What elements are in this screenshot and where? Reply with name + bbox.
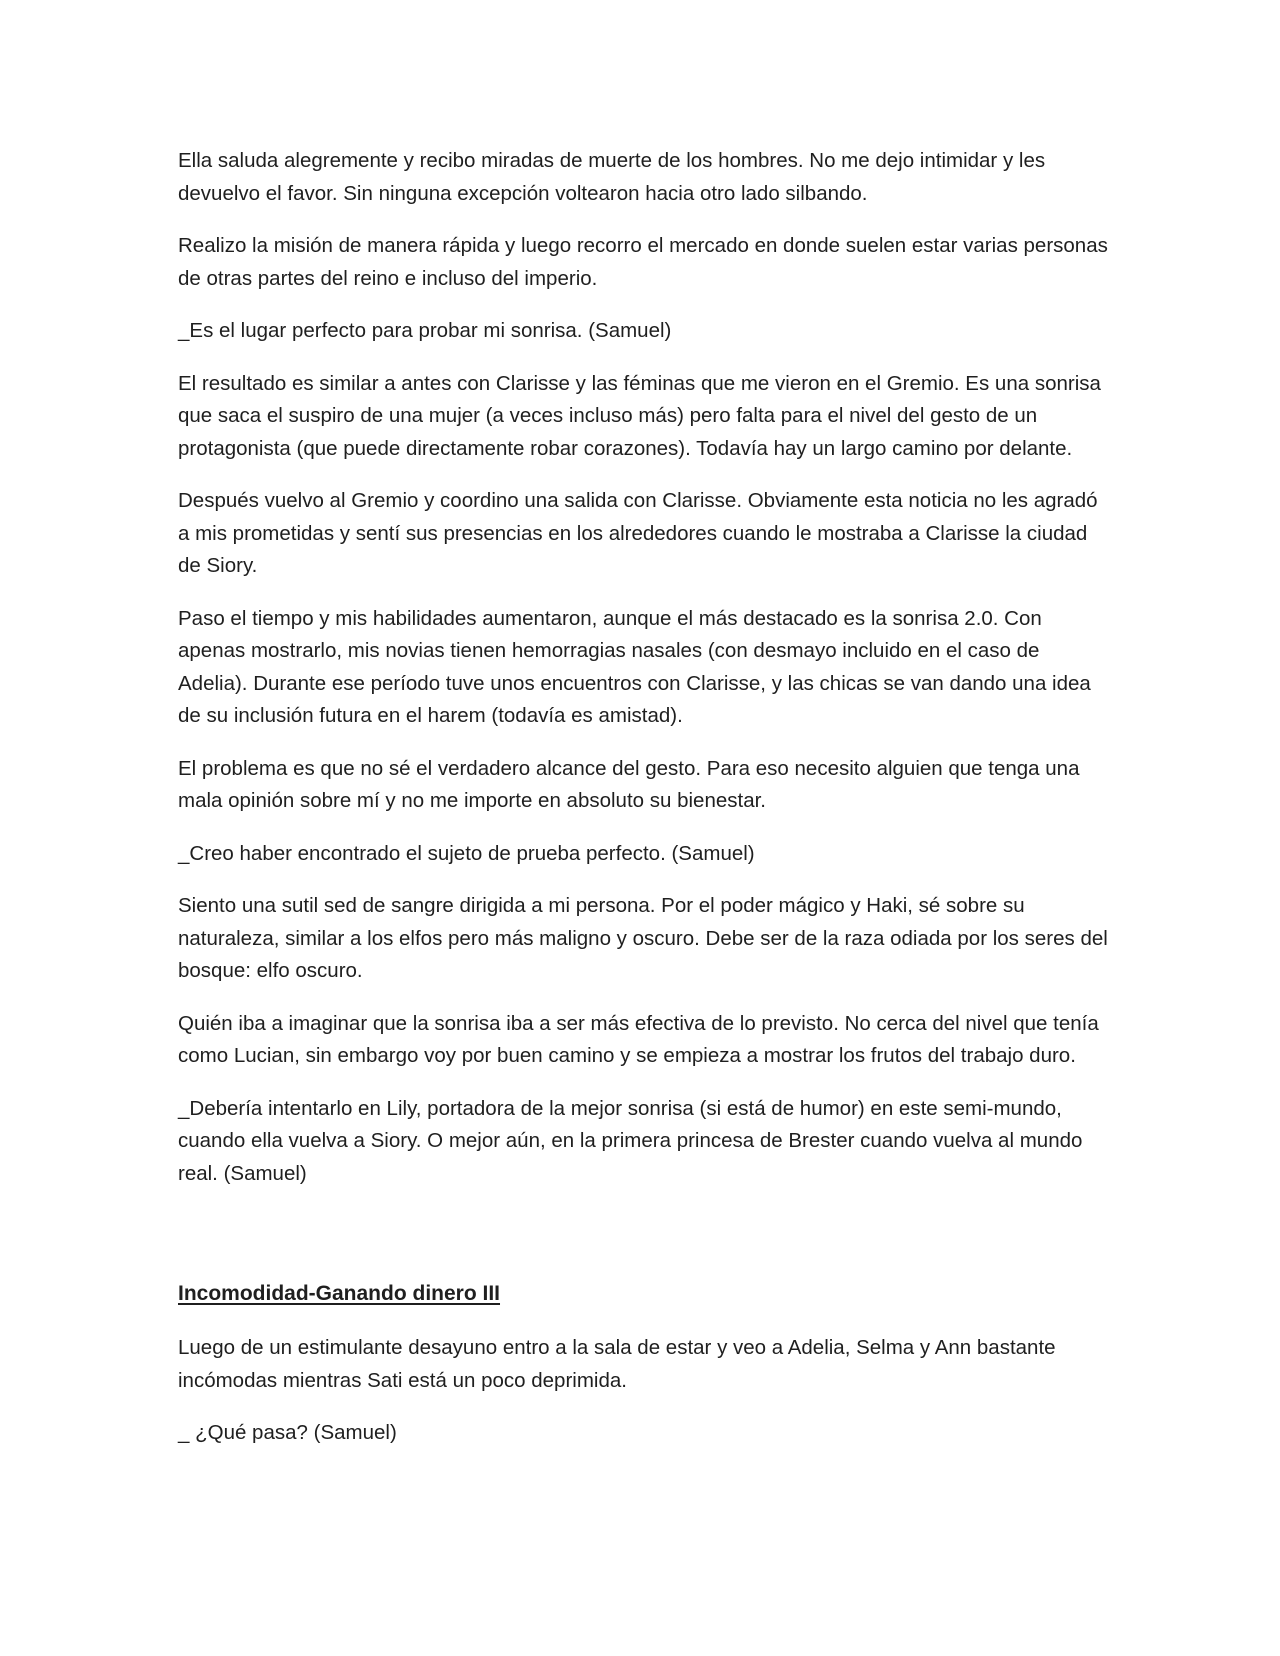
paragraph: El problema es que no sé el verdadero alcance del gesto. Para eso necesito alguien que tenga una mala opinión sobre mí y no me importe en absoluto su bienestar. [178, 756, 1080, 812]
dialogue-line: _Es el lugar perfecto para probar mi sonrisa. (Samuel) [178, 319, 672, 342]
chapter-heading: Incomodidad-Ganando dinero III [178, 1282, 501, 1305]
paragraph: Quién iba a imaginar que la sonrisa iba a ser más efectiva de lo previsto. No cerca del nivel que tenía como Lucian, sin embargo voy por buen camino y se empieza a mostrar los frutos del trabajo duro. [178, 1011, 1099, 1067]
paragraph: Después vuelvo al Gremio y coordino una salida con Clarisse. Obviamente esta noticia no les agradó a mis prometidas y sentí sus presencias en los alrededores cuando le mostraba a Clarisse la ciudad de Siory. [178, 489, 1098, 577]
dialogue-line: _Creo haber encontrado el sujeto de prueba perfecto. (Samuel) [178, 841, 755, 865]
dialogue-line: _ ¿Qué pasa? (Samuel) [178, 1421, 397, 1444]
paragraph: El resultado es similar a antes con Clarisse y las féminas que me vieron en el Gremio. Es una sonrisa que saca el suspiro de una mujer (a veces incluso más) pero falta para el nivel del gesto de un protagonista (que puede directamente robar corazones). Todavía hay un largo camino por delante. [178, 371, 1101, 460]
dialogue-line: _Debería intentarlo en Lily, portadora de la mejor sonrisa (si está de humor) en este semi-mundo, cuando ella vuelva a Siory. O mejor aún, en la primera princesa de Brester cuando vuelva al mundo real. (Samuel) [178, 1096, 1083, 1185]
paragraph: Siento una sutil sed de sangre dirigida a mi persona. Por el poder mágico y Haki, sé sobre su naturaleza, similar a los elfos pero más maligno y oscuro. Debe ser de la raza odiada por los seres del bosque: elfo oscuro. [178, 894, 1108, 982]
paragraph: Ella saluda alegremente y recibo miradas de muerte de los hombres. No me dejo intimidar y les devuelvo el favor. Sin ninguna excepción voltearon hacia otro lado silbando. [178, 149, 1046, 205]
document-body [178, 145, 1108, 1470]
paragraph: Paso el tiempo y mis habilidades aumentaron, aunque el más destacado es la sonrisa 2.0. Con apenas mostrarlo, mis novias tienen hemorragias nasales (con desmayo incluido en el caso de Adelia). Durante ese período tuve unos encuentros con Clarisse, y las chicas se van dando una idea de su inclusión futura en el harem (todavía es amistad). [178, 606, 1091, 727]
paragraph: Luego de un estimulante desayuno entro a la sala de estar y veo a Adelia, Selma y Ann bastante incómodas mientras Sati está un poco deprimida. [178, 1336, 1056, 1392]
paragraph: Realizo la misión de manera rápida y luego recorro el mercado en donde suelen estar varias personas de otras partes del reino e incluso del imperio. [178, 234, 1108, 290]
